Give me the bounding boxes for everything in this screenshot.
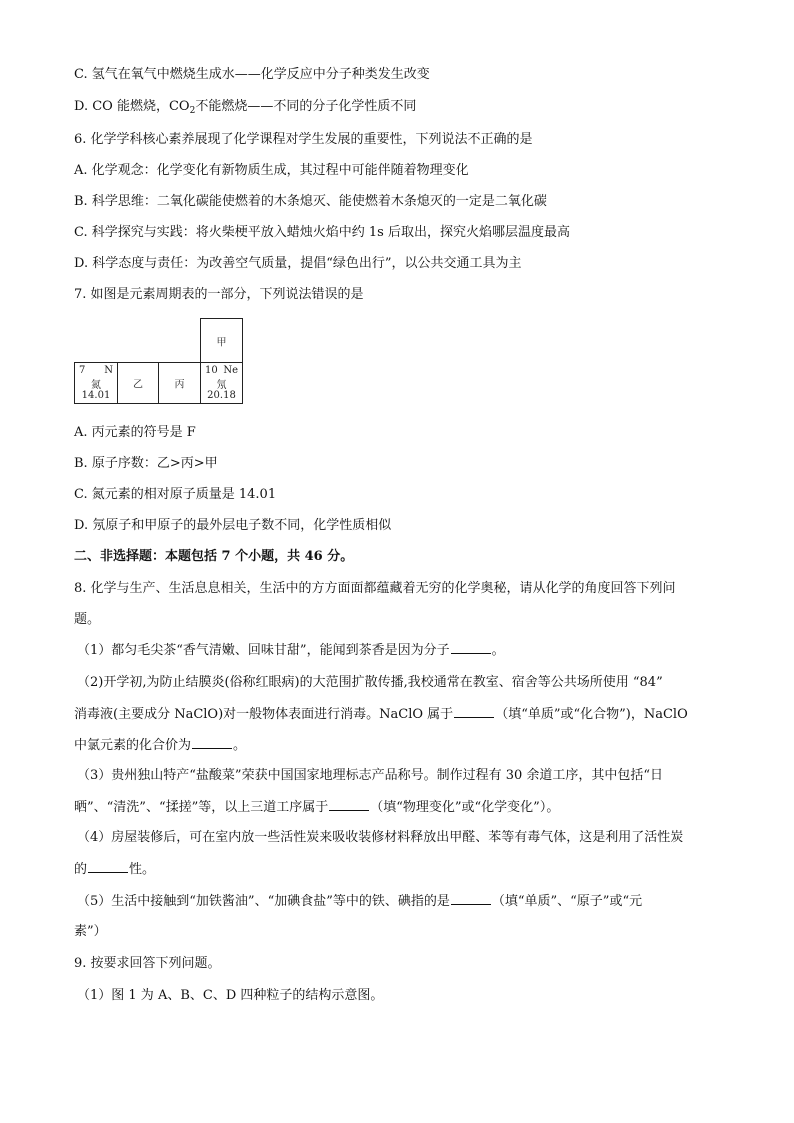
q8-stem-line2: 题。: [74, 612, 101, 627]
pt-neon-symbol: Ne: [223, 365, 238, 376]
q7-option-d: D. 氖原子和甲原子的最外层电子数不同，化学性质相似: [74, 518, 392, 533]
q8-part4-line2: [74, 860, 155, 879]
q8-part2-line3-post: 。: [233, 738, 247, 753]
q8-part5-line2: 素”）: [74, 924, 107, 939]
q8-part1-pre: （1）都匀毛尖茶“香气清嫩、回味甘甜”，能闻到茶香是因为分子: [77, 643, 450, 658]
q8-part4-line2-pre: 的: [74, 862, 88, 877]
q8-part2-line3-pre: 中氯元素的化合价为: [74, 738, 192, 753]
pt-neon-name: 氖: [216, 380, 227, 391]
q8-part3-answer-blank[interactable]: [329, 798, 369, 811]
q6-option-d: D. 科学态度与责任：为改善空气质量，提倡“绿色出行”，以公共交通工具为主: [74, 256, 522, 271]
q8-part3-line1: （3）贵州独山特产“盐酸菜”荣获中国国家地理标志产品称号。制作过程有 30 余道工序，其中包括“日: [77, 768, 664, 783]
pt-nitrogen-mass: 14.01: [81, 390, 111, 401]
pt-nitrogen-number: 7: [79, 365, 86, 376]
q8-part2-line2: [74, 705, 688, 724]
q8-part3-line2-pre: 晒”、“清洗”、“揉搓”等，以上三道工序属于: [74, 800, 329, 815]
pt-cell-bing: [158, 362, 201, 404]
q8-part4-line1: （4）房屋装修后，可在室内放一些活性炭来吸收装修材料释放出甲醛、苯等有毒气体，这是利用了活性炭: [77, 830, 684, 845]
q6-stem: 6. 化学学科核心素养展现了化学课程对学生发展的重要性，下列说法不正确的是: [74, 132, 533, 147]
q9-part1: （1）图 1 为 A、B、C、D 四种粒子的结构示意图。: [77, 988, 384, 1003]
q8-part3-line2-post: （填“物理变化”或“化学变化”）。: [370, 800, 560, 815]
q7-option-a: A. 丙元素的符号是 F: [74, 425, 196, 440]
q6-option-b: B. 科学思维：二氧化碳能使燃着的木条熄灭、能使燃着木条熄灭的一定是二氧化碳: [74, 194, 547, 209]
q8-part1: [77, 641, 505, 660]
q8-part4-line2-post: 性。: [129, 862, 156, 877]
q8-stem-line1: 8. 化学与生产、生活息息相关，生活中的方方面面都蕴藏着无穷的化学奥秘，请从化学的角度回答下列问: [74, 581, 676, 596]
pt-cell-yi: [117, 362, 159, 404]
q8-part2-answer-blank-2[interactable]: [192, 736, 232, 749]
pt-nitrogen-name: 氮: [91, 380, 101, 391]
q8-part5-line1-pre: （5）生活中接触到“加铁酱油”、“加碘食盐”等中的铁、碘指的是: [77, 894, 450, 909]
q9-stem: 9. 按要求回答下列问题。: [74, 956, 221, 971]
q8-part5-line1: [77, 892, 642, 911]
pt-neon-mass: 20.18: [207, 390, 236, 401]
pt-cell-jia-label: 甲: [216, 337, 227, 348]
q8-part1-post: 。: [491, 643, 505, 658]
pt-neon-number: 10: [205, 365, 218, 376]
q8-part4-answer-blank[interactable]: [88, 860, 128, 873]
q6-option-a: A. 化学观念：化学变化有新物质生成，其过程中可能伴随着物理变化: [74, 163, 469, 178]
q5-option-c: C. 氢气在氧气中燃烧生成水——化学反应中分子种类发生改变: [74, 67, 430, 82]
q8-part5-line1-post: （填“单质”、“原子”或“元: [491, 894, 643, 909]
q5-option-d-post: 不能燃烧——不同的分子化学性质不同: [195, 99, 417, 114]
pt-cell-neon: [200, 362, 243, 404]
pt-nitrogen-symbol: N: [104, 365, 113, 376]
q5-option-d-pre: D. CO 能燃烧，CO: [74, 99, 190, 114]
q8-part2-answer-blank-1[interactable]: [454, 705, 494, 718]
q8-part2-line3: [74, 736, 246, 755]
q8-part2-line1: （2)开学初,为防止结膜炎(俗称红眼病)的大范围扩散传播,我校通常在教室、宿舍等公共场所使用 “84”: [77, 675, 663, 690]
q6-option-c: C. 科学探究与实践：将火柴梗平放入蜡烛火焰中约 1s 后取出，探究火焰哪层温度最高: [74, 225, 570, 240]
section-2-heading: 二、非选择题：本题包括 7 个小题，共 46 分。: [74, 549, 354, 564]
pt-cell-nitrogen: [74, 362, 118, 404]
pt-cell-yi-label: 乙: [133, 379, 143, 391]
q8-part2-line2-post: （填“单质”或“化合物”)，NaClO: [495, 707, 688, 722]
q8-part3-line2: [74, 798, 559, 817]
q5-option-d-subscript: 2: [189, 106, 196, 116]
q7-stem: 7. 如图是元素周期表的一部分，下列说法错误的是: [74, 287, 364, 302]
q7-option-b: B. 原子序数：乙>丙>甲: [74, 456, 218, 471]
q7-option-c: C. 氮元素的相对原子质量是 14.01: [74, 487, 277, 502]
q8-part5-answer-blank[interactable]: [451, 892, 491, 905]
pt-cell-bing-label: 丙: [174, 379, 185, 391]
q5-option-d: [74, 98, 416, 120]
pt-cell-jia: [200, 318, 243, 363]
q8-part1-answer-blank[interactable]: [451, 641, 491, 654]
q8-part2-line2-pre: 消毒液(主要成分 NaClO)对一般物体表面进行消毒。NaClO 属于: [74, 707, 454, 722]
